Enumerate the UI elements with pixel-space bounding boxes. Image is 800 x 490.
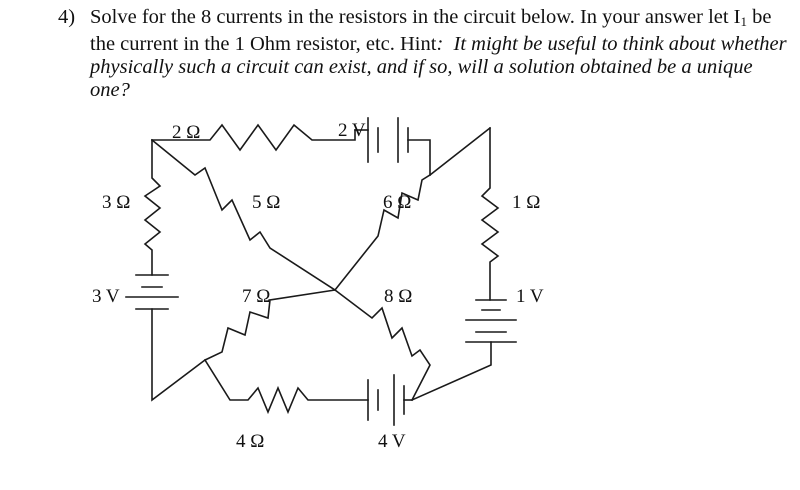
resistor-3-ohm-symbol [145,140,160,275]
label-8-ohm: 8 Ω [384,286,413,307]
battery-1v-symbol [466,300,516,342]
label-7-ohm: 7 Ω [242,286,271,307]
current-subscript: 1 [740,14,748,29]
battery-4v-symbol [368,375,404,425]
label-3-ohm: 3 Ω [102,192,131,213]
resistor-5-ohm-symbol [152,140,335,290]
label-5-ohm: 5 Ω [252,192,281,213]
problem-number: 4) [58,6,76,28]
hint-colon: : [436,33,444,55]
resistor-8-ohm-symbol [335,290,430,400]
label-4-volt: 4 V [378,431,406,452]
left-branch [126,140,205,400]
left-bottom-wire [152,309,205,400]
branch-5-ohm [152,140,335,290]
diag-wire-top-right [430,128,490,175]
battery-2v-symbol [368,118,408,162]
top-right-wire [408,140,430,175]
label-3-volt: 3 V [92,286,120,307]
label-1-ohm: 1 Ω [512,192,541,213]
label-6-ohm: 6 Ω [383,192,412,213]
label-4-ohm: 4 Ω [236,431,265,452]
label-2-volt: 2 V [338,120,366,141]
label-2-ohm: 2 Ω [172,122,201,143]
right-bottom-wire [412,342,491,400]
bottom-branch [205,360,412,425]
branch-8-ohm [335,290,430,400]
problem-text-part2: be the current in the 1 Ohm resistor, etc. Hint [90,6,772,55]
label-1-volt: 1 V [516,286,544,307]
problem-text-part1: Solve for the 8 currents in the resistors in the circuit below. In your answer let I [90,6,741,28]
battery-3v-symbol [126,275,178,309]
resistor-1-ohm-symbol [482,128,498,300]
hint-text: It might be useful to think about whether physically such a circuit can exist, and if so, will a solution obtained be a unique one? [90,33,787,101]
resistor-4-ohm-symbol [205,360,368,412]
right-branch [412,128,516,400]
